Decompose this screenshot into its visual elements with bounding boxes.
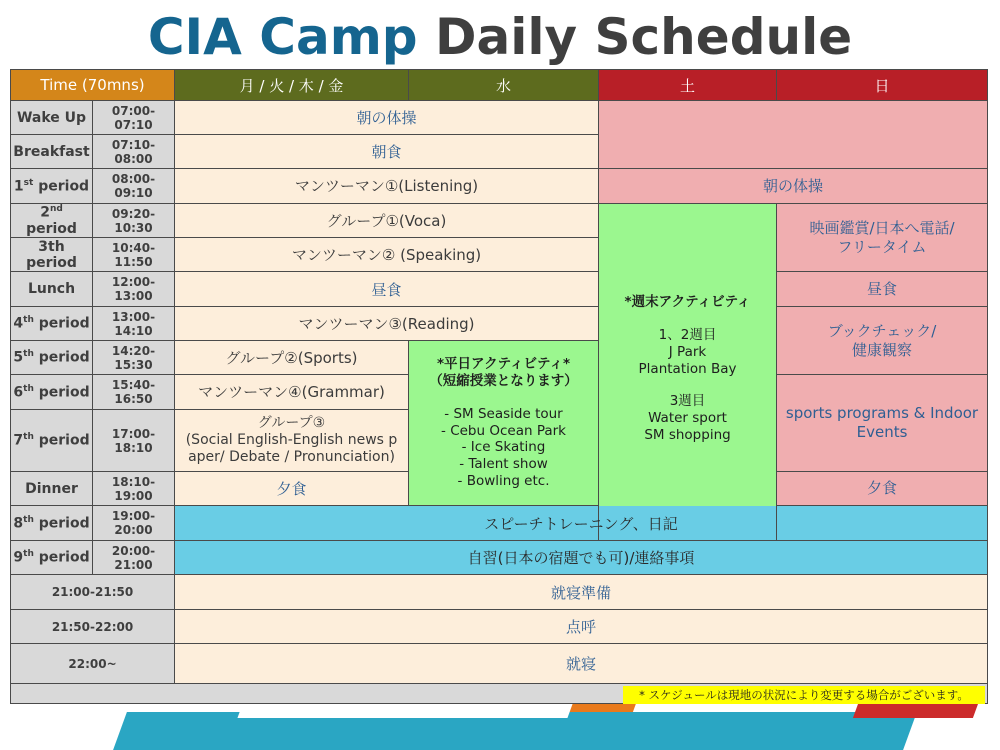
weekday-cell: グループ①(Voca): [175, 204, 599, 238]
title-text: Daily Schedule: [435, 8, 853, 66]
row-time: 12:00-13:00: [93, 272, 175, 307]
row-time: 09:20-10:30: [93, 204, 175, 238]
decorative-white-stripe: [237, 704, 572, 718]
page-title: [0, 6, 1000, 68]
table-row: [11, 644, 988, 684]
all-days-cell: 就寝準備: [175, 575, 988, 610]
row-time: 17:00-18:10: [93, 410, 175, 472]
row-time: 18:10-19:00: [93, 472, 175, 506]
sunday-cell: 昼食: [777, 272, 988, 307]
row-time: 07:00-07:10: [93, 101, 175, 135]
row-label: 7th period: [11, 410, 93, 472]
weekend-cell: 朝の体操: [599, 169, 988, 204]
row-time: 14:20-15:30: [93, 341, 175, 375]
row-time: 22:00~: [11, 644, 175, 684]
all-days-cell: 点呼: [175, 610, 988, 644]
weekday-cell: マンツーマン② (Speaking): [175, 238, 599, 272]
all-days-cell: 就寝: [175, 644, 988, 684]
weekday-cell: 朝の体操: [175, 101, 599, 135]
row-label: Dinner: [11, 472, 93, 506]
table-row: [11, 272, 988, 307]
row-label: 4th period: [11, 307, 93, 341]
row-label: 1st period: [11, 169, 93, 204]
sunday-sports-cell: sports programs & Indoor Events: [777, 375, 988, 472]
row-time: 15:40-16:50: [93, 375, 175, 410]
header-sunday: 日: [777, 70, 988, 101]
sunday-cell: 夕食: [777, 472, 988, 506]
header-row: [11, 70, 988, 101]
row-time: 08:00-09:10: [93, 169, 175, 204]
weekday-cell: 夕食: [175, 472, 409, 506]
table-row: [11, 541, 988, 575]
row-label: Wake Up: [11, 101, 93, 135]
row-label: Lunch: [11, 272, 93, 307]
header-time: Time (70mns): [11, 70, 175, 101]
header-wednesday: 水: [409, 70, 599, 101]
schedule-table: [10, 69, 988, 704]
weekday-cell: 朝食: [175, 135, 599, 169]
weekday-cell: マンツーマン①(Listening): [175, 169, 599, 204]
weekday-cell: 昼食: [175, 272, 599, 307]
all-days-cell: 自習(日本の宿題でも可)/連絡事項: [175, 541, 988, 575]
sunday-book-check-cell: ブックチェック/ 健康観察: [777, 307, 988, 375]
schedule-change-note: * スケジュールは現地の状況により変更する場合がございます。: [623, 686, 985, 704]
row-label: 9th period: [11, 541, 93, 575]
wednesday-activity-cell: *平日アクティビティ* （短縮授業となります） - SM Seaside tour - Cebu Ocean Park - Ice Skating - Talent show - Bowling etc.: [409, 341, 599, 506]
weekday-cell: グループ②(Sports): [175, 341, 409, 375]
title-brand: CIA Camp: [147, 8, 418, 66]
row-time: 21:50-22:00: [11, 610, 175, 644]
row-label: 6th period: [11, 375, 93, 410]
row-label: 2nd period: [11, 204, 93, 238]
row-label: Breakfast: [11, 135, 93, 169]
weekday-cell: マンツーマン③(Reading): [175, 307, 599, 341]
table-row: [11, 101, 988, 135]
sunday-free-time-cell: 映画鑑賞/日本へ電話/ フリータイム: [777, 204, 988, 272]
row-label: 8th period: [11, 506, 93, 541]
header-saturday: 土: [599, 70, 777, 101]
row-time: 20:00-21:00: [93, 541, 175, 575]
weekday-cell: マンツーマン④(Grammar): [175, 375, 409, 410]
row-time: 19:00-20:00: [93, 506, 175, 541]
row-label: 3th period: [11, 238, 93, 272]
all-days-cell: スピーチトレーニング、日記: [175, 506, 988, 541]
table-row: [11, 575, 988, 610]
table-row: [11, 307, 988, 341]
table-row: [11, 506, 988, 541]
weekend-morning-cell: [599, 101, 988, 169]
table-row: [11, 204, 988, 238]
row-time: 07:10-08:00: [93, 135, 175, 169]
row-time: 10:40-11:50: [93, 238, 175, 272]
weekday-cell: グループ③ (Social English-English news p aper/ Debate / Pronunciation): [175, 410, 409, 472]
row-time: 21:00-21:50: [11, 575, 175, 610]
table-row: [11, 169, 988, 204]
header-weekdays: 月 / 火 / 木 / 金: [175, 70, 409, 101]
row-time: 13:00-14:10: [93, 307, 175, 341]
saturday-activity-cell: *週末アクティビティ 1、2週目 J Park Plantation Bay 3週目 Water sport SM shopping: [599, 204, 777, 541]
row-label: 5th period: [11, 341, 93, 375]
table-row: [11, 610, 988, 644]
